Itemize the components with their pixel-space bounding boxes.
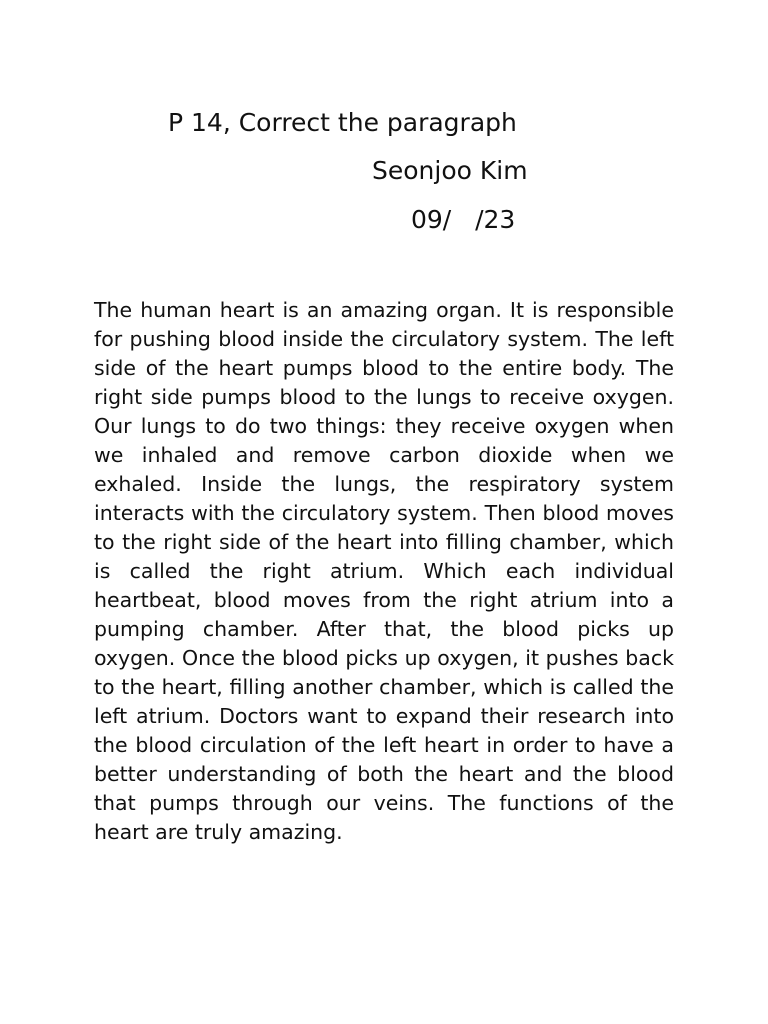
page-title: P 14, Correct the paragraph (168, 108, 517, 137)
date-field: 09/ /23 (411, 205, 516, 234)
body-paragraph: The human heart is an amazing organ. It is responsible for pushing blood inside the circulatory system. The left side of the heart pumps blood to the entire body. The right side pumps blood to the lungs to receive oxygen. Our lungs to do two things: they receive oxygen when we inhaled and remove carbon dioxide when we exhaled. Inside the lungs, the respiratory system interacts with the circulatory system. Then blood moves to the right side of the heart into filling chamber, which is called the right atrium. Which each individual heartbeat, blood moves from the right atrium into a pumping chamber. After that, the blood picks up oxygen. Once the blood picks up oxygen, it pushes back to the heart, filling another chamber, which is called the left atrium. Doctors want to expand their research into the blood circulation of the left heart in order to have a better understanding of both the heart and the blood that pumps through our veins. The functions of the heart are truly amazing. (94, 298, 674, 844)
author-name: Seonjoo Kim (372, 156, 528, 185)
